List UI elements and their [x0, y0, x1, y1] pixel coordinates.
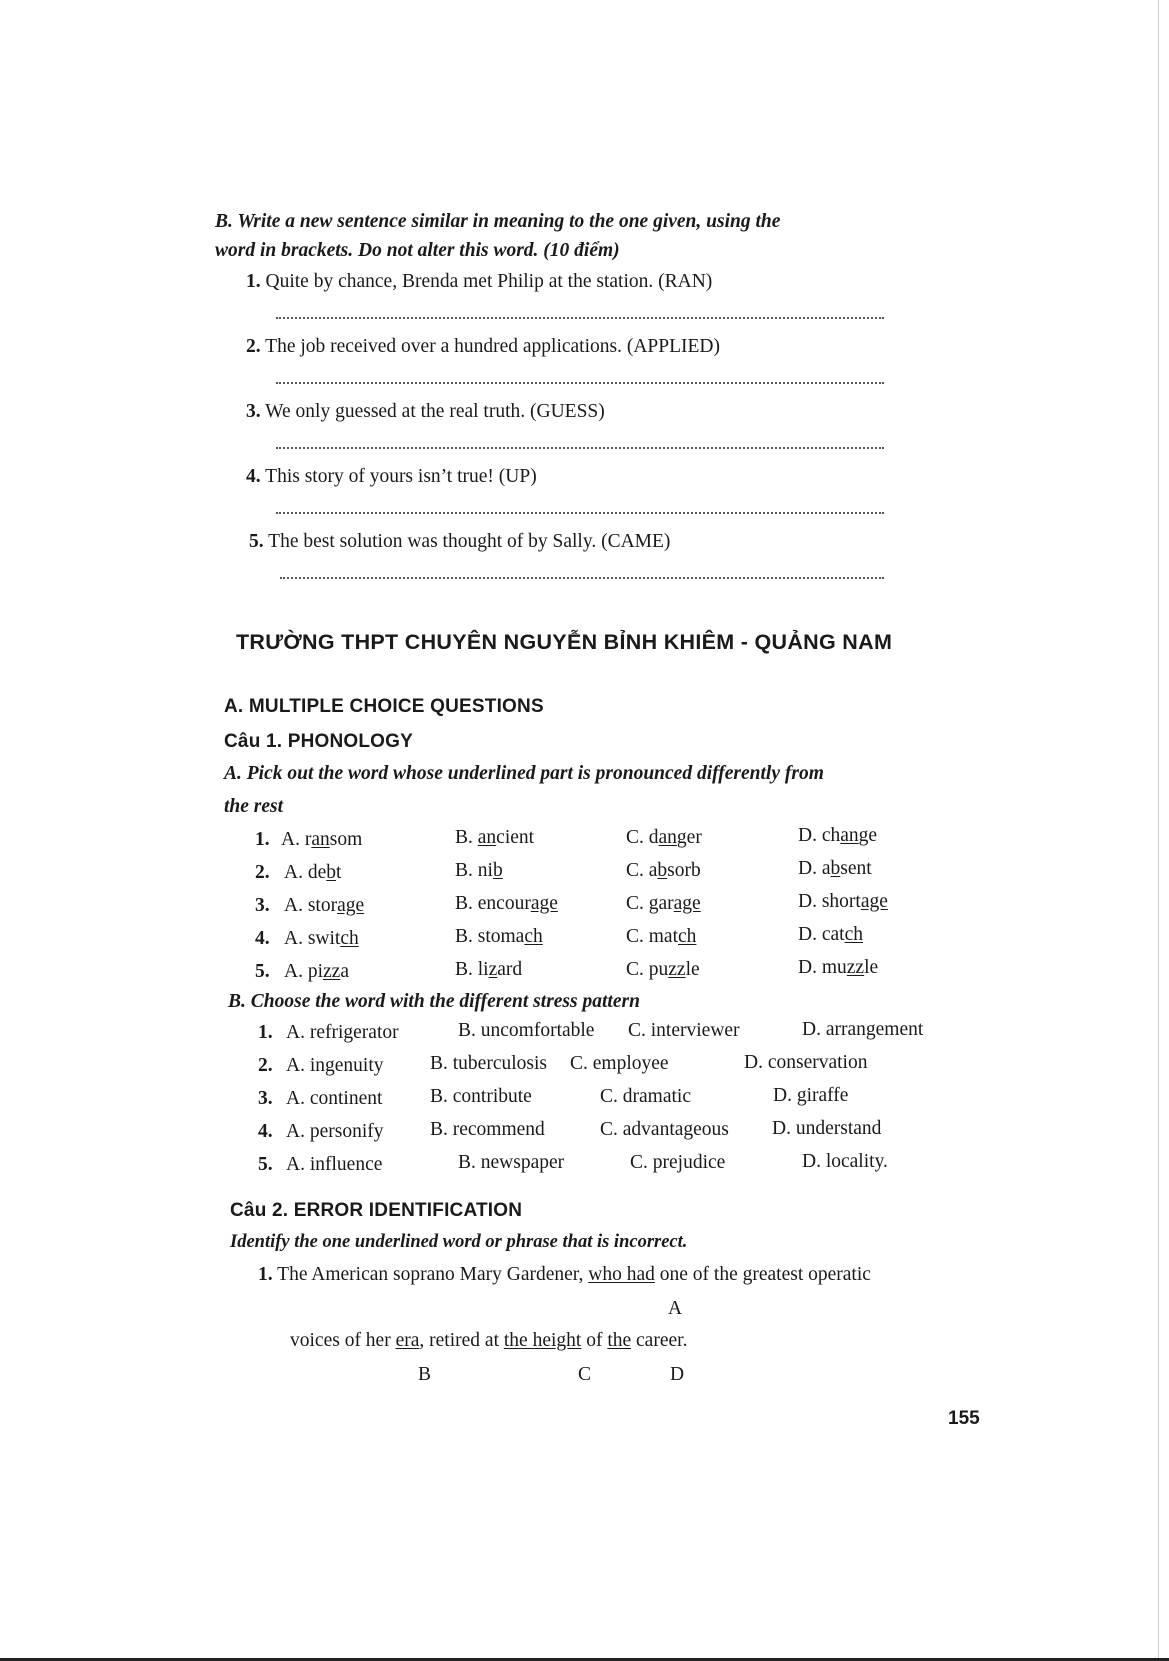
- rewrite-item-2: [246, 336, 720, 358]
- error-question-1-line1: 1. The American soprano Mary Gardener, who had one of the greatest operatic: [258, 1264, 871, 1285]
- section-a-title: A. MULTIPLE CHOICE QUESTIONS: [224, 696, 544, 717]
- option-d: D. change: [798, 825, 878, 846]
- phonology-b-instruction: B. Choose the word with the different stress pattern: [228, 991, 640, 1012]
- item-number: 4.: [246, 466, 261, 487]
- row-number: 1.: [255, 829, 270, 850]
- choice-label-d: D: [670, 1364, 685, 1385]
- cau2-instruction: Identify the one underlined word or phrase that is incorrect.: [230, 1232, 688, 1252]
- phonology-a-instruction-line2: the rest: [224, 796, 284, 817]
- option-c: C. danger: [626, 827, 702, 848]
- row-number: 1.: [258, 1022, 273, 1043]
- option-a: A. continent: [286, 1088, 383, 1109]
- school-title: TRƯỜNG THPT CHUYÊN NGUYỄN BỈNH KHIÊM - QUẢNG NAM: [236, 630, 893, 654]
- row-number: 5.: [258, 1154, 273, 1175]
- underlined-part-a: who had: [588, 1264, 655, 1285]
- option-b: B. uncomfortable: [458, 1020, 595, 1041]
- row-number: 4.: [258, 1121, 273, 1142]
- option-c: C. garage: [626, 893, 701, 914]
- option-d: D. catch: [798, 924, 863, 945]
- option-a: A. debt: [284, 862, 342, 883]
- page-edge-line: [1158, 0, 1159, 1661]
- cau2-title: Câu 2. ERROR IDENTIFICATION: [230, 1200, 523, 1221]
- item-number: 2.: [246, 336, 261, 357]
- answer-line-2[interactable]: [276, 382, 884, 384]
- rewrite-item-4: [246, 466, 537, 488]
- option-c: C. puzzle: [626, 959, 700, 980]
- option-a: A. switch: [284, 928, 359, 949]
- option-c: C. dramatic: [600, 1086, 691, 1107]
- cau1-title: Câu 1. PHONOLOGY: [224, 731, 414, 752]
- choice-label-b: B: [418, 1364, 432, 1385]
- item-number: 5.: [249, 531, 264, 552]
- option-a: A. ransom: [281, 829, 363, 850]
- item-text: The job received over a hundred applications. (APPLIED): [265, 336, 721, 357]
- question-number: 1.: [258, 1264, 273, 1285]
- option-c: C. absorb: [626, 860, 701, 881]
- choice-label-a: A: [668, 1298, 683, 1319]
- rewrite-item-1: [246, 271, 712, 293]
- option-a: A. personify: [286, 1121, 384, 1142]
- option-b: B. nib: [455, 860, 503, 881]
- option-d: D. locality.: [802, 1151, 888, 1172]
- option-d: D. muzzle: [798, 957, 879, 978]
- underlined-part-b: era: [395, 1330, 420, 1351]
- option-a: A. storage: [284, 895, 365, 916]
- error-question-1-line2: voices of her era, retired at the height of the career.: [290, 1330, 688, 1351]
- option-d: D. absent: [798, 858, 872, 879]
- option-c: C. employee: [570, 1053, 669, 1074]
- option-d: D. understand: [772, 1118, 882, 1139]
- page-number: 155: [948, 1408, 980, 1429]
- option-d: D. conservation: [744, 1052, 868, 1073]
- option-c: C. advantageous: [600, 1119, 729, 1140]
- option-c: C. interviewer: [628, 1020, 740, 1041]
- choice-label-c: C: [578, 1364, 592, 1385]
- rewrite-item-5: [249, 531, 670, 553]
- item-text: We only guessed at the real truth. (GUESS): [265, 401, 605, 422]
- option-b: B. newspaper: [458, 1152, 565, 1173]
- item-text: This story of yours isn’t true! (UP): [265, 466, 537, 487]
- answer-line-5[interactable]: [280, 577, 884, 579]
- row-number: 3.: [258, 1088, 273, 1109]
- item-number: 3.: [246, 401, 261, 422]
- option-c: C. match: [626, 926, 697, 947]
- option-a: A. ingenuity: [286, 1055, 384, 1076]
- option-c: C. prejudice: [630, 1152, 726, 1173]
- option-d: D. arrangement: [802, 1019, 924, 1040]
- item-number: 1.: [246, 271, 261, 292]
- phonology-a-instruction-line1: A. Pick out the word whose underlined part is pronounced differently from: [224, 763, 824, 784]
- answer-line-4[interactable]: [276, 512, 884, 514]
- answer-line-3[interactable]: [276, 447, 884, 449]
- option-a: A. refrigerator: [286, 1022, 399, 1043]
- item-text: The best solution was thought of by Sally. (CAME): [268, 531, 671, 552]
- option-d: D. giraffe: [773, 1085, 849, 1106]
- option-b: B. stomach: [455, 926, 543, 947]
- option-b: B. tuberculosis: [430, 1053, 547, 1074]
- row-number: 3.: [255, 895, 270, 916]
- option-a: A. pizza: [284, 961, 349, 982]
- rewrite-instruction-line1: B. Write a new sentence similar in meaning to the one given, using the: [215, 211, 781, 232]
- item-text: Quite by chance, Brenda met Philip at the station. (RAN): [265, 271, 713, 292]
- underlined-part-c: the height: [503, 1330, 582, 1351]
- option-b: B. contribute: [430, 1086, 532, 1107]
- rewrite-instruction-line2: word in brackets. Do not alter this word. (10 điểm): [215, 240, 620, 261]
- option-d: D. shortage: [798, 891, 888, 912]
- rewrite-item-3: [246, 401, 605, 423]
- option-b: B. encourage: [455, 893, 558, 914]
- option-b: B. ancient: [455, 827, 535, 848]
- row-number: 4.: [255, 928, 270, 949]
- underlined-part-d: the: [607, 1330, 632, 1351]
- row-number: 2.: [255, 862, 270, 883]
- option-b: B. recommend: [430, 1119, 545, 1140]
- row-number: 2.: [258, 1055, 273, 1076]
- row-number: 5.: [255, 961, 270, 982]
- answer-line-1[interactable]: [276, 317, 884, 319]
- option-b: B. lizard: [455, 959, 523, 980]
- option-a: A. influence: [286, 1154, 383, 1175]
